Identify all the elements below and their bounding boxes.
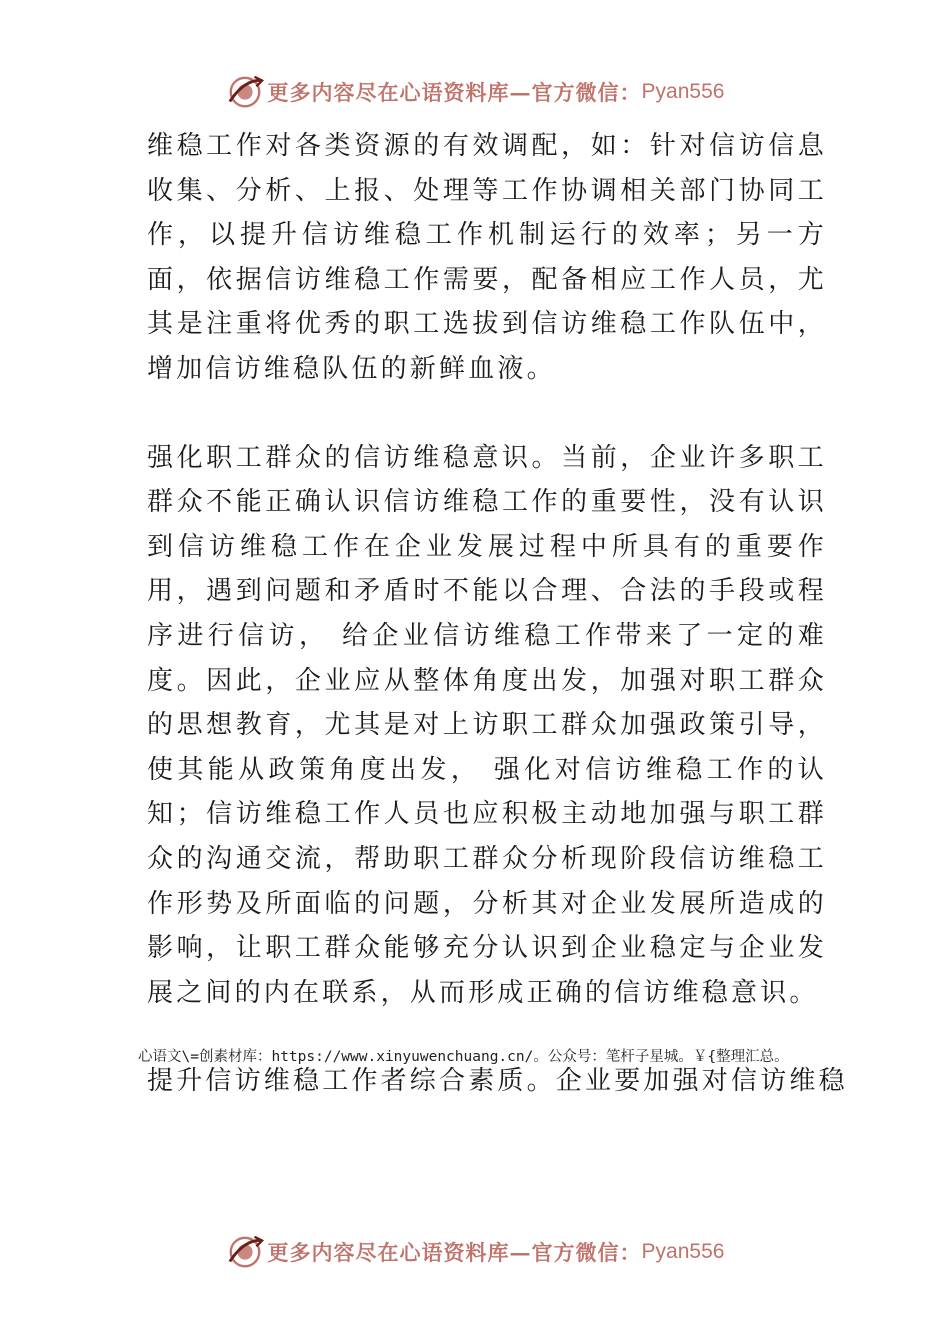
header-wechat-id: Pyan556 bbox=[641, 80, 725, 103]
paragraph-2: 强化职工群众的信访维稳意识。当前，企业许多职工群众不能正确认识信访维稳工作的重要性，没有认识到信访维稳工作在企业发展过程中所具有的重要作用，遇到问题和矛盾时不能以合理、合法的手段或程序进行信访， 给企业信访维稳工作带来了一定的难度。因此，企业应从整体角度出发，加强对职工群众的思想教育，尤其是对上访职工群众加强政策引导，使其能从政策角度出发， 强化对信访维稳工作的认知；信访维稳工作人员也应积极主动地加强与职工群众的沟通交流，帮助职工群众分析现阶段信访维稳工作形势及所面临的问题，分析其对企业发展所造成的影响，让职工群众能够充分认识到企业稳定与企业发展之间的内在联系，从而形成正确的信访维稳意识。 bbox=[147, 442, 827, 1008]
brand-logo-icon bbox=[226, 73, 264, 111]
paragraph-3: 提升信访维稳工作者综合素质。企业要加强对信访维稳 bbox=[147, 1066, 848, 1097]
footer-banner bbox=[0, 1232, 950, 1272]
header-banner-text: 更多内容尽在心语资料库—官方微信： bbox=[267, 80, 642, 105]
brand-logo-icon bbox=[226, 1233, 264, 1271]
footer-wechat-id: Pyan556 bbox=[641, 1240, 725, 1263]
paragraph-1: 维稳工作对各类资源的有效调配，如：针对信访信息收集、分析、上报、处理等工作协调相关部门协同工作，以提升信访维稳工作机制运行的效率；另一方面，依据信访维稳工作需要，配备相应工作人员，尤其是注重将优秀的职工选拔到信访维稳工作队伍中，增加信访维稳队伍的新鲜血液。 bbox=[147, 131, 827, 384]
footer-banner-text: 更多内容尽在心语资料库—官方微信： bbox=[267, 1240, 642, 1265]
header-banner bbox=[0, 72, 950, 112]
source-note: 心语文\=创素材库：https://www.xinyuwenchuang.cn/。公众号：笔杆子星城。￥{整理汇总。 bbox=[138, 1049, 789, 1065]
document-body bbox=[147, 124, 848, 1104]
